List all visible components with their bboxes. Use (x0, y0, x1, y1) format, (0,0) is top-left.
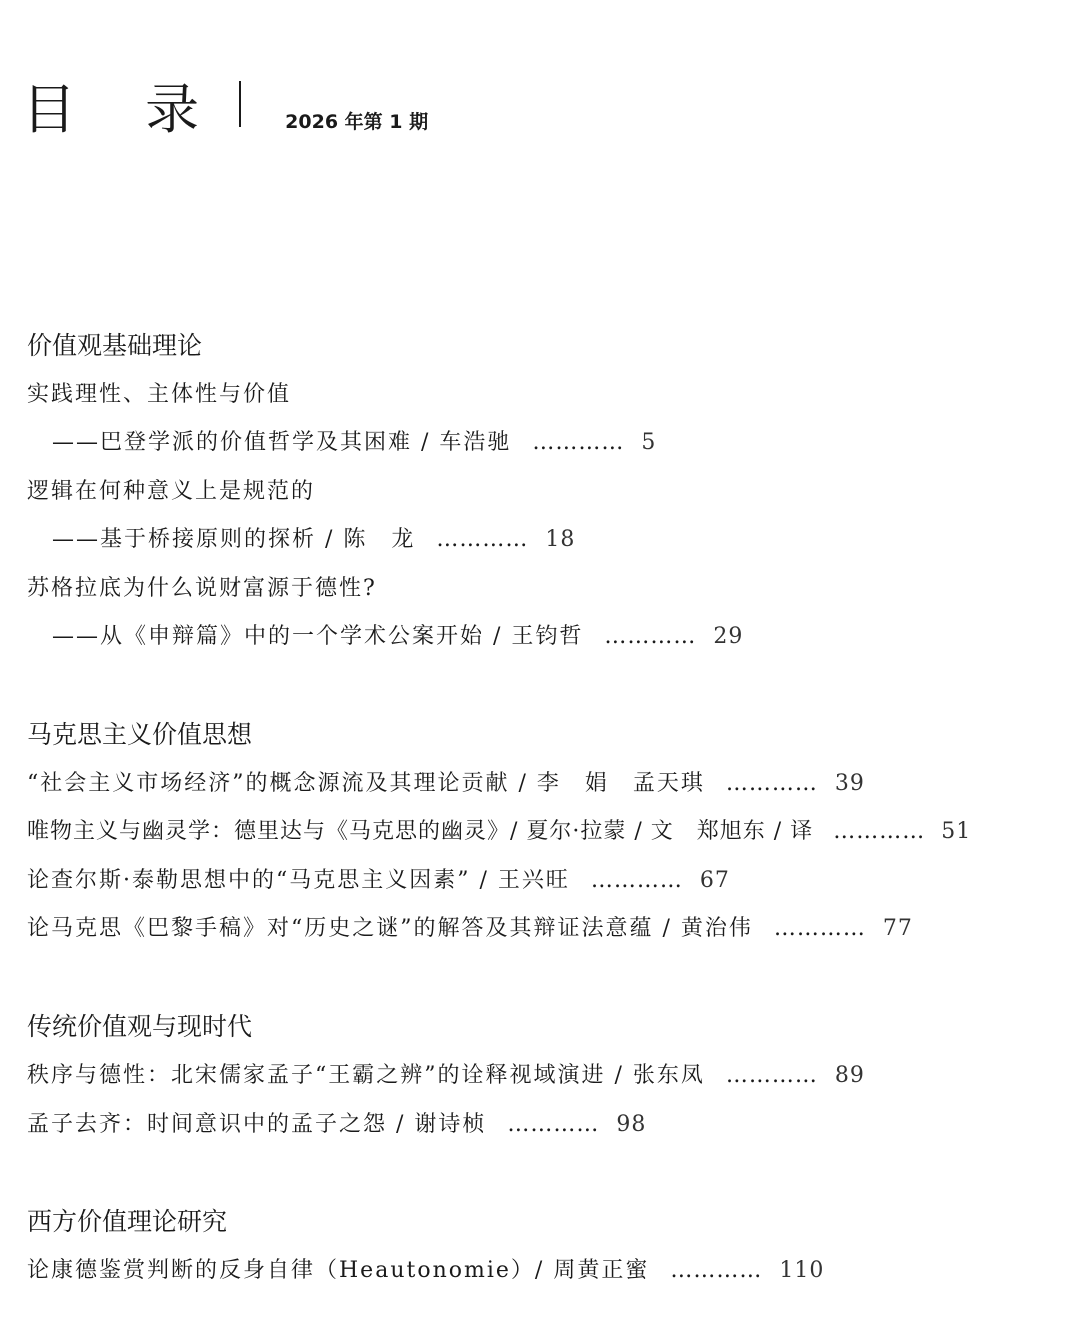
toc-entry[interactable] (27, 817, 971, 847)
entry-text: ——从《申辩篇》中的一个学术公案开始 / 王钧哲 (52, 624, 584, 649)
toc-entry[interactable] (27, 1110, 646, 1140)
title-divider (239, 81, 241, 127)
dot-leader: ………… (436, 527, 529, 552)
entry-text: 孟子去齐：时间意识中的孟子之怨 / 谢诗桢 (27, 1112, 487, 1137)
toc-entry[interactable] (27, 866, 730, 896)
toc-entry-title[interactable] (27, 574, 377, 604)
toc-entry[interactable] (27, 1061, 865, 1091)
page-number: 29 (713, 624, 744, 649)
masthead (22, 78, 428, 142)
entry-text: 秩序与德性：北宋儒家孟子“王霸之辨”的诠释视域演进 / 张东凤 (27, 1063, 705, 1088)
page-title: 目 录 (22, 78, 226, 141)
section-title: 传统价值观与现时代 (27, 1012, 253, 1041)
page-number: 5 (641, 430, 657, 455)
entry-text: 论康德鉴赏判断的反身自律（Heautonomie）/ 周黄正蜜 (27, 1258, 650, 1283)
toc-entry[interactable] (27, 769, 865, 799)
dot-leader: ………… (532, 430, 625, 455)
page-number: 39 (834, 771, 865, 796)
toc-entry-subtitle[interactable] (52, 622, 743, 652)
entry-text: 实践理性、主体性与价值 (27, 382, 292, 407)
issue-label: 2026 年第 1 期 (285, 110, 429, 133)
page-number: 18 (545, 527, 576, 552)
entry-text: ——基于桥接原则的探析 / 陈 龙 (52, 527, 416, 552)
dot-leader: ………… (590, 868, 683, 893)
page-number: 89 (834, 1063, 865, 1088)
dot-leader: ………… (773, 916, 866, 941)
dot-leader: ………… (833, 819, 926, 844)
dot-leader: ………… (725, 1063, 818, 1088)
page-number: 98 (616, 1112, 647, 1137)
toc-entry[interactable] (27, 914, 913, 944)
entry-text: 论马克思《巴黎手稿》对“历史之谜”的解答及其辩证法意蕴 / 黄治伟 (27, 916, 753, 941)
page-number: 77 (882, 916, 913, 941)
entry-text: “社会主义市场经济”的概念源流及其理论贡献 / 李 娟 孟天琪 (27, 771, 705, 796)
entry-text: ——巴登学派的价值哲学及其困难 / 车浩驰 (52, 430, 512, 455)
dot-leader: ………… (507, 1112, 600, 1137)
entry-text: 唯物主义与幽灵学：德里达与《马克思的幽灵》/ 夏尔·拉蒙 / 文 郑旭东 / 译 (27, 819, 814, 844)
section-title: 价值观基础理论 (27, 331, 203, 360)
dot-leader: ………… (725, 771, 818, 796)
toc-entry-subtitle[interactable] (52, 525, 575, 555)
toc-entry-subtitle[interactable] (52, 428, 656, 458)
entry-text: 苏格拉底为什么说财富源于德性? (27, 576, 377, 601)
section-title: 西方价值理论研究 (27, 1207, 228, 1236)
dot-leader: ………… (670, 1258, 763, 1283)
section-title: 马克思主义价值思想 (27, 720, 253, 749)
toc-entry[interactable] (27, 1256, 824, 1286)
toc-entry-title[interactable] (27, 380, 291, 410)
page-number: 67 (699, 868, 730, 893)
dot-leader: ………… (604, 624, 697, 649)
page-number: 110 (779, 1258, 825, 1283)
page-number: 51 (941, 819, 972, 844)
entry-text: 论查尔斯·泰勒思想中的“马克思主义因素” / 王兴旺 (27, 868, 570, 893)
toc-entry-title[interactable] (27, 477, 315, 507)
entry-text: 逻辑在何种意义上是规范的 (27, 479, 316, 504)
